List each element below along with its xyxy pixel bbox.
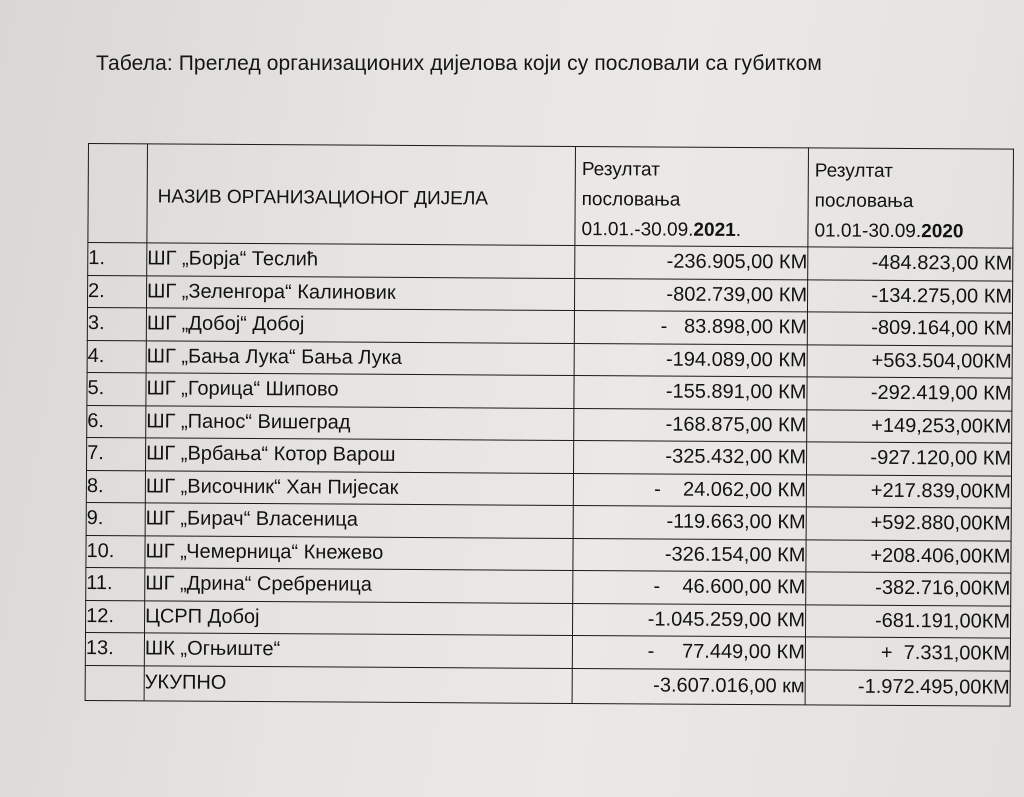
row-result-2021: - 24.062,00 КМ — [573, 473, 806, 507]
row-name: ШГ „Добој“ Добој — [146, 308, 574, 343]
row-name: ШГ „Бирач“ Власеница — [145, 503, 573, 538]
header-name-label: НАЗИВ ОРГАНИЗАЦИОНОГ ДИЈЕЛА — [157, 186, 489, 210]
row-name: ШГ „Горица“ Шипово — [146, 373, 574, 408]
row-result-2021: -802.739,00 КМ — [574, 278, 807, 312]
loss-table — [85, 143, 1014, 706]
row-result-2020: +149,253,00КМ — [807, 409, 1012, 443]
header-number-cell — [88, 144, 148, 243]
header-name-cell — [147, 144, 576, 246]
row-name: ШГ „Панос“ Вишеград — [146, 405, 574, 440]
row-result-2020: -681.191,00КМ — [805, 604, 1010, 638]
row-result-2021: -168.875,00 КМ — [574, 408, 807, 442]
header-2020-period: 01.01-30.09.2020 — [814, 220, 964, 243]
row-name: ШГ „Врбања“ Котор Варош — [146, 438, 574, 473]
row-number: 3. — [87, 308, 146, 341]
table-caption: Табела: Преглед организационих дијелова који су пословали са губитком — [96, 52, 822, 75]
row-name: ШГ „Бања Лука“ Бања Лука — [146, 340, 574, 375]
total-result-2020: -1.972.495,00КМ — [805, 669, 1010, 705]
header-2021-line1: Резултат — [581, 159, 660, 181]
row-number: 5. — [87, 372, 146, 405]
row-number: 12. — [86, 600, 145, 633]
row-name: ШГ „Височник“ Хан Пијесак — [145, 470, 573, 505]
row-result-2021: - 77.449,00 КМ — [572, 635, 805, 669]
table-header-row — [88, 144, 1014, 249]
header-2020-line2: пословања — [814, 190, 914, 213]
row-number: 4. — [87, 340, 146, 373]
row-name: ШГ „Зеленгора“ Калиновик — [146, 275, 574, 310]
total-result-2021: -3.607.016,00 км — [572, 668, 805, 704]
row-number: 2. — [87, 275, 146, 308]
row-result-2021: - 46.600,00 КМ — [573, 570, 806, 604]
row-result-2020: + 7.331,00КМ — [805, 637, 1010, 671]
row-result-2021: -236.905,00 КМ — [575, 245, 808, 279]
row-result-2021: -326.154,00 КМ — [573, 538, 806, 572]
row-result-2021: -325.432,00 КМ — [573, 440, 806, 474]
total-row — [85, 665, 1010, 706]
row-result-2021: -119.663,00 КМ — [573, 505, 806, 539]
row-name: ШГ „Борја“ Теслић — [147, 243, 575, 278]
header-2020-line1: Резултат — [814, 160, 893, 182]
row-number: 13. — [85, 632, 144, 665]
row-number: 10. — [86, 535, 145, 568]
row-name: ЦСРП Добој — [145, 600, 573, 635]
row-name: ШК „Огњиште“ — [144, 633, 572, 668]
row-result-2021: -1.045.259,00 КМ — [573, 603, 806, 637]
row-name: ШГ „Дрина“ Сребреница — [145, 568, 573, 603]
row-number: 9. — [86, 502, 145, 535]
total-number-cell — [85, 665, 144, 700]
header-2021-line2: пословања — [581, 189, 681, 211]
row-number: 1. — [88, 243, 147, 276]
row-name: ШГ „Чемерница“ Кнежево — [145, 535, 573, 570]
row-result-2020: +592.880,00КМ — [806, 507, 1011, 541]
row-result-2020: +208.406,00КМ — [806, 539, 1011, 573]
row-number: 7. — [87, 437, 146, 470]
row-result-2020: -382.716,00КМ — [806, 572, 1011, 606]
row-result-2020: -927.120,00 КМ — [806, 442, 1011, 476]
row-result-2020: +563.504,00КМ — [807, 344, 1012, 378]
row-number: 11. — [86, 567, 145, 600]
row-result-2020: -134.275,00 КМ — [807, 279, 1012, 313]
row-number: 6. — [87, 405, 146, 438]
row-result-2021: -194.089,00 КМ — [574, 343, 807, 377]
header-2021-period: 01.01.-30.09.2021. — [581, 219, 742, 241]
row-result-2020: -292.419,00 КМ — [807, 377, 1012, 411]
row-number: 8. — [86, 470, 145, 503]
row-result-2020: +217.839,00КМ — [806, 474, 1011, 508]
row-result-2020: -809.164,00 КМ — [807, 312, 1012, 346]
total-label: УКУПНО — [144, 665, 572, 703]
header-2021-cell — [575, 146, 809, 246]
row-result-2021: - 83.898,00 КМ — [574, 310, 807, 344]
header-2020-cell — [808, 148, 1014, 248]
row-result-2020: -484.823,00 КМ — [808, 247, 1013, 281]
table-body — [85, 243, 1013, 706]
row-result-2021: -155.891,00 КМ — [574, 375, 807, 409]
